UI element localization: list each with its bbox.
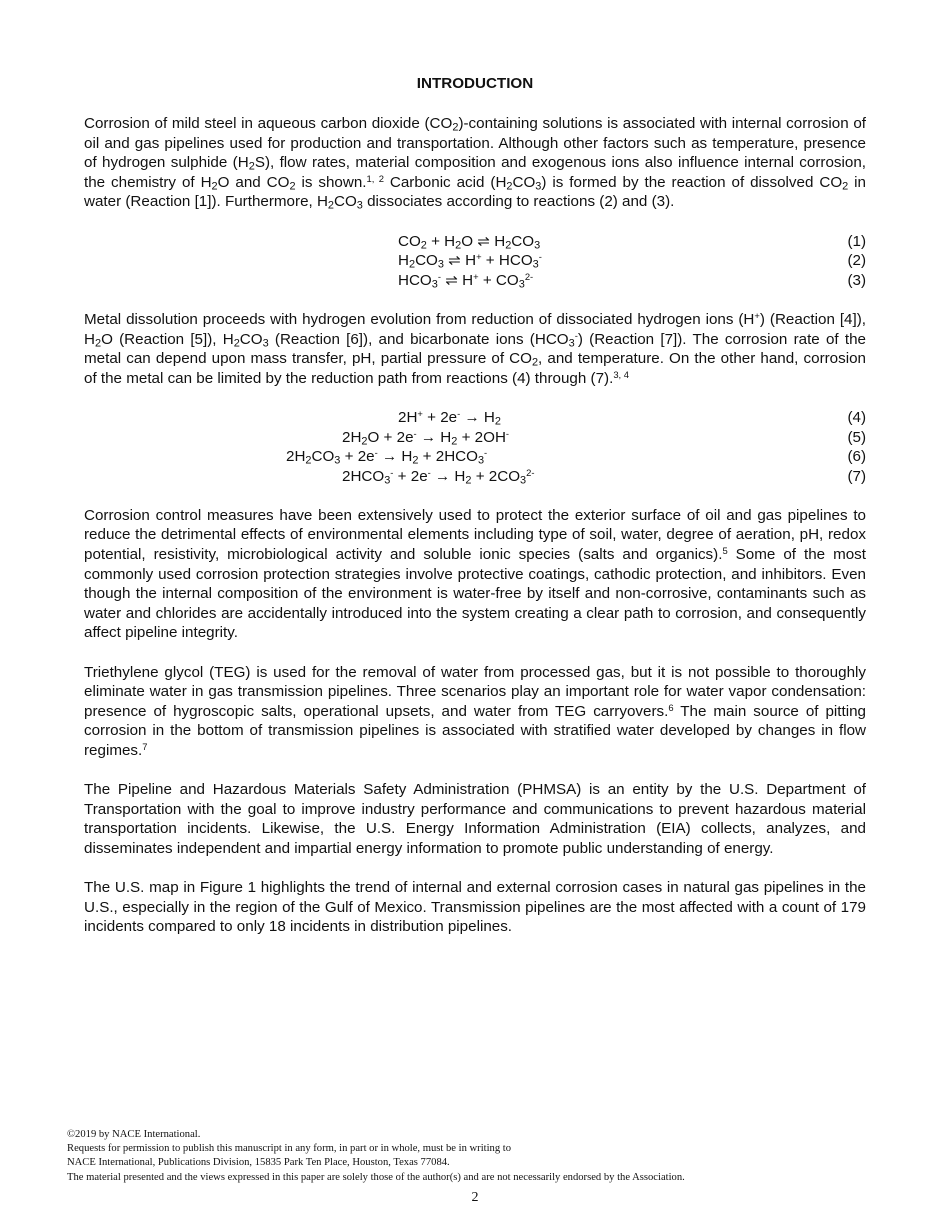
- paragraph-5: The Pipeline and Hazardous Materials Safety Administration (PHMSA) is an entity by the U.S. Department of Transportation with the goal to improve industry performance and communications to prevent hazardous material transportation incidents. Likewise, the U.S. Energy Information Administration (EIA) collects, analyzes, and disseminates independent and impartial energy information to promote public understanding of energy.: [84, 781, 866, 857]
- equation-expression: $CO_2 + H_2O$ ⇌ $H_2CO_3$: [398, 232, 541, 251]
- footer-permission: Requests for permission to publish this manuscript in any form, in part or in whole, must be in writing to: [67, 1143, 512, 1155]
- equation-expression: $HCO_3^-$ ⇌ $H^+ + CO_3^{2-}$: [398, 270, 534, 291]
- page-number: 2: [471, 1190, 479, 1205]
- equation-number: (1): [847, 232, 866, 250]
- equation-2: [84, 251, 866, 271]
- paragraph-4: Triethylene glycol (TEG) is used for the removal of water from processed gas, but it is not possible to thoroughly eliminate water in gas transmission pipelines. Three scenarios play an important role for water vapor condensation: presence of hygroscopic salts, operational upsets, and water from TEG carryovers.$^6$ The main source of pitting corrosion in the bottom of transmission pipelines is associated with stratified water developed by changes in flow regimes.$^7$: [84, 663, 866, 759]
- document-body: [84, 74, 866, 957]
- equation-3: [84, 271, 866, 291]
- paragraph-6: The U.S. map in Figure 1 highlights the trend of internal and external corrosion cases in natural gas pipelines in the U.S., especially in the region of the Gulf of Mexico. Transmission pipelines are the most affected with a count of 179 incidents compared to only 18 incidents in distribution pipelines.: [84, 879, 866, 936]
- equation-7: [84, 467, 866, 487]
- equation-5: [84, 428, 866, 448]
- equation-1: [84, 232, 866, 252]
- equation-number: (7): [847, 467, 866, 485]
- equation-expression: $H_2CO_3$ ⇌ $H^+ + HCO_3^-$: [398, 250, 542, 271]
- equation-number: (6): [847, 448, 866, 466]
- equation-expression: $2H_2CO_3 + 2e^- \to H_2 + 2HCO_3^-$: [286, 446, 488, 467]
- footer-disclaimer: The material presented and the views expressed in this paper are solely those of the author(s) and are not necessarily endorsed by the Association.: [67, 1171, 685, 1183]
- equation-expression: $2H_2O + 2e^- \to H_2 + 2OH^-$: [342, 427, 510, 447]
- footer-address: NACE International, Publications Division, 15835 Park Ten Place, Houston, Texas 77084.: [67, 1157, 450, 1169]
- equation-block-1: [84, 232, 866, 291]
- equation-expression: $2H^+ + 2e^- \to H_2$: [398, 407, 501, 428]
- paragraph-2: Metal dissolution proceeds with hydrogen evolution from reduction of dissociated hydrogen ions (H+) (Reaction [4]), $H_2O$ (Reaction [5]), $H_2CO_3$ (Reaction [6]), and bicarbonate ions $(HCO_3^-)$ (Reaction [7]). The corrosion rate of the metal can depend upon mass transfer, pH, partial pressure of $CO_2$, and temperature. On the other hand, corrosion of the metal can be limited by the reduction path from reactions (4) through (7).$^{3, 4}$: [84, 309, 866, 387]
- paragraph-1: Corrosion of mild steel in aqueous carbon dioxide $(CO_2)$-containing solutions is associated with internal corrosion of oil and gas pipelines used for production and transportation. Although other factors such as temperature, presence of hydrogen sulphide $(H_2S)$, flow rates, material composition and exogenous ions also influence internal corrosion, the chemistry of $H_2O$ and $CO_2$ is shown.$^{1, 2}$ Carbonic acid $(H_2CO_3)$ is formed by the reaction of dissolved $CO_2$ in water (Reaction [1]). Furthermore, $H_2CO_3$ dissociates according to reactions (2) and (3).: [84, 115, 866, 212]
- equation-number: (5): [847, 428, 866, 446]
- equation-number: (4): [847, 408, 866, 426]
- equation-4: [84, 408, 866, 428]
- section-heading: INTRODUCTION: [416, 75, 534, 92]
- equation-number: (3): [847, 271, 866, 289]
- equation-block-2: [84, 408, 866, 486]
- equation-expression: $2HCO_3^- + 2e^- \to H_2 + 2CO_3^{2-}$: [342, 466, 535, 487]
- page-footer: [67, 1128, 887, 1185]
- paragraph-3: Corrosion control measures have been extensively used to protect the exterior surface of oil and gas pipelines to reduce the detrimental effects of environmental elements including type of soil, water, degree of aeration, pH, redox potential, resistivity, microbiological activity and soluble ionic species (salts and organics).$^5$ Some of the most commonly used corrosion protection strategies involve protective coatings, cathodic protection, and inhibitors. Even though the internal composition of the environment is water-free by itself and non-corrosive, contaminants such as water and chlorides are accidentally introduced into the system creating a clear path to corrosion, and consequently affect pipeline integrity.: [84, 506, 866, 642]
- equation-number: (2): [847, 252, 866, 270]
- footer-copyright: ©2019 by NACE International.: [67, 1129, 201, 1140]
- equation-6: [84, 447, 866, 467]
